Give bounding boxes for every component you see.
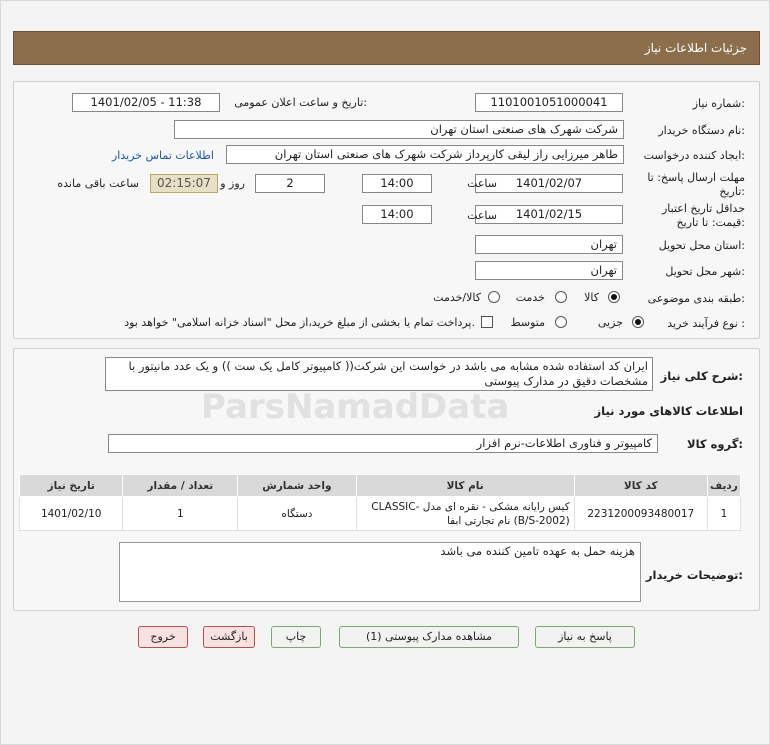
cell-code: 2231200093480017: [574, 497, 707, 531]
col-need-date: تاریخ نیاز: [20, 475, 123, 497]
goods-table-header: [20, 475, 741, 497]
reply-date-field: 1401/02/07: [475, 174, 623, 193]
need-number-field: 1101001051000041: [475, 93, 623, 112]
col-code: کد کالا: [574, 475, 707, 497]
col-name: نام کالا: [356, 475, 574, 497]
category-radio-service[interactable]: [555, 291, 567, 303]
announce-label: تاریخ و ساعت اعلان عمومی:: [234, 96, 367, 109]
process-label: نوع فرآیند خرید :: [667, 317, 745, 330]
watermark: ParsNamadData: [201, 387, 510, 427]
process-radio-medium[interactable]: [555, 316, 567, 328]
details-panel: [13, 81, 760, 339]
back-button[interactable]: بازگشت: [203, 626, 255, 648]
cell-row: 1: [707, 497, 740, 531]
summary-text: ایران کد استفاده شده مشابه می باشد در خواست این شرکت(( کامپیوتر کامل یک ست )) و یک عدد مانیتور با مشخصات دقیق در مدارک پیوستی: [105, 357, 653, 391]
summary-label: شرح کلی نیاز:: [660, 369, 743, 383]
page-title: جزئیات اطلاعات نیاز: [644, 41, 747, 55]
reply-time-field: 14:00: [362, 174, 432, 193]
validity-label: حداقل تاریخ اعتبار: [661, 202, 745, 215]
view-attachments-button[interactable]: مشاهده مدارک پیوستی (1): [339, 626, 519, 648]
province-label: استان محل تحویل:: [658, 239, 745, 252]
city-field: تهران: [475, 261, 623, 280]
reply-time-word: ساعت: [467, 177, 497, 190]
cell-quantity: 1: [123, 497, 238, 531]
treasury-payment-checkbox[interactable]: [481, 316, 493, 328]
title-bar: [13, 31, 760, 65]
process-radio-minor[interactable]: [632, 316, 644, 328]
reply-deadline-label-2: تاریخ:: [719, 185, 745, 198]
process-option-minor: جزیی: [597, 316, 623, 329]
goods-table: [19, 474, 741, 531]
category-option-goods: کالا: [584, 291, 599, 304]
table-row: [20, 497, 741, 531]
validity-date-field: 1401/02/15: [475, 205, 623, 224]
cell-name: کیس رایانه مشکی - نقره ای مدل CLASSIC-(B/S-2002) نام تجارتی ابفا: [356, 497, 574, 531]
announce-field: 1401/02/05 - 11:38: [72, 93, 220, 112]
goods-group-label: گروه کالا:: [687, 437, 743, 451]
cell-unit: دستگاه: [238, 497, 356, 531]
remaining-timer: 02:15:07: [150, 174, 218, 193]
city-label: شهر محل تحویل:: [665, 265, 745, 278]
validity-time-word: ساعت: [467, 209, 497, 222]
remaining-label: ساعت باقی مانده: [57, 177, 139, 190]
validity-time-field: 14:00: [362, 205, 432, 224]
buyer-contact-link[interactable]: اطلاعات تماس خریدار: [112, 149, 214, 162]
col-row: ردیف: [707, 475, 740, 497]
validity-label-2: قیمت: تا تاریخ:: [676, 216, 745, 229]
category-label: طبقه بندی موضوعی:: [647, 292, 745, 305]
col-quantity: تعداد / مقدار: [123, 475, 238, 497]
days-word: روز و: [220, 177, 245, 190]
buyer-notes-label: توضیحات خریدار:: [645, 568, 743, 582]
category-option-service: خدمت: [515, 291, 545, 304]
province-field: تهران: [475, 235, 623, 254]
need-number-label: شماره نیاز:: [692, 97, 745, 110]
treasury-payment-note: پرداخت تمام یا بخشی از مبلغ خرید،از محل "اسناد خزانه اسلامی" خواهد بود.: [124, 316, 475, 329]
category-radio-goods[interactable]: [608, 291, 620, 303]
requester-label: ایجاد کننده درخواست:: [643, 149, 745, 162]
category-radio-both[interactable]: [488, 291, 500, 303]
print-button[interactable]: چاپ: [271, 626, 321, 648]
reply-button[interactable]: پاسخ به نیاز: [535, 626, 635, 648]
requester-field: طاهر میرزایی راز لیقی کارپرداز شرکت شهرک های صنعتی استان تهران: [226, 145, 624, 164]
exit-button[interactable]: خروج: [138, 626, 188, 648]
buyer-org-field: شرکت شهرک های صنعتی استان تهران: [174, 120, 624, 139]
process-option-medium: متوسط: [510, 316, 545, 329]
goods-info-heading: اطلاعات کالاهای مورد نیاز: [594, 404, 743, 418]
cell-need-date: 1401/02/10: [20, 497, 123, 531]
goods-group-field: کامپیوتر و فناوری اطلاعات-نرم افزار: [108, 434, 658, 453]
buyer-notes-field: هزینه حمل به عهده تامین کننده می باشد: [119, 542, 641, 602]
col-unit: واحد شمارش: [238, 475, 356, 497]
reply-deadline-label: مهلت ارسال پاسخ: تا: [647, 171, 745, 184]
category-option-both: کالا/خدمت: [433, 291, 481, 304]
buyer-org-label: نام دستگاه خریدار:: [658, 124, 745, 137]
days-field: 2: [255, 174, 325, 193]
